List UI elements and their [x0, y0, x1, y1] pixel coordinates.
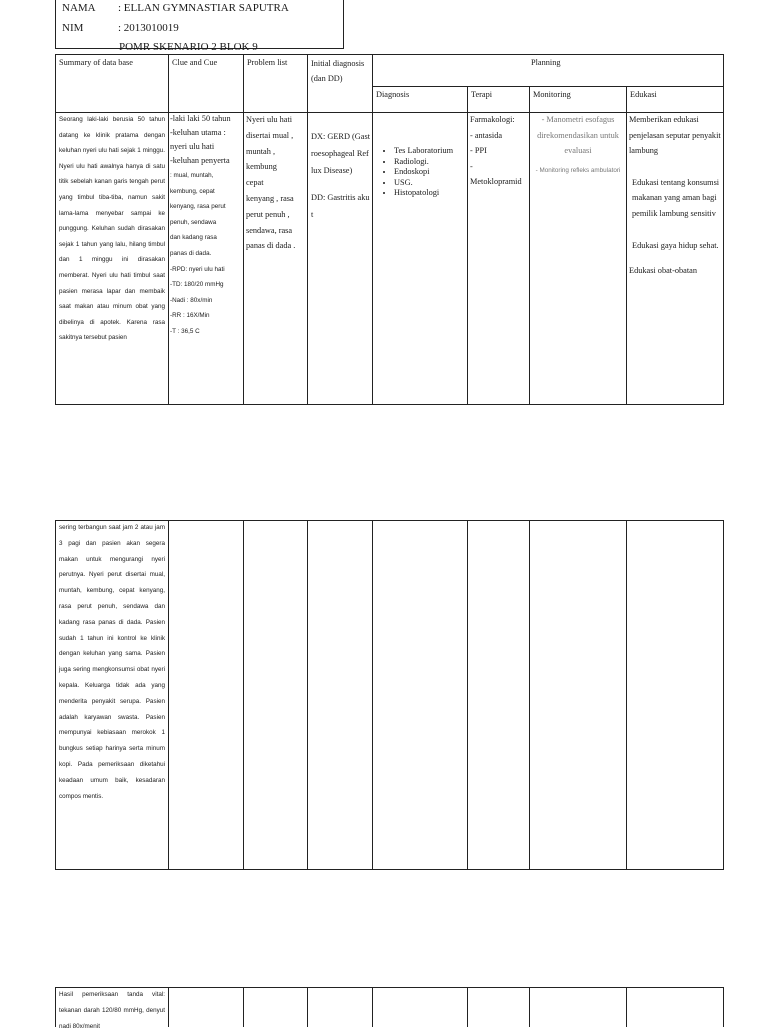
summary-cell-continued: sering terbangun saat jam 2 atau jam 3 pagi dan pasien akan segera makan untuk mengurangi nyeri perutnya. Nyeri perut disertai mual, muntah, kembung, cepat kenyang, rasa perut penuh, sendawa dan kadang rasa panas di dada. Pasien sudah 1 tahun ini kontrol ke klinik dengan keluhan yang sama. Pasien juga sering mengkonsumsi obat nyeri kepala. Keluarga tidak ada yang menderita penyakit serupa. Pasien adalah karyawan swasta. Pasien mempunyai kebiasaan merokok 1 bungkus setiap harinya serta minum kopi. Pada pemeriksaan diketahui keadaan umum baik, kesadaran compos mentis.	[59, 524, 165, 800]
nim-row	[62, 22, 179, 34]
summary-cell-continued-2: Hasil pemeriksaan tanda vital: tekanan darah 120/80 mmHg, denyut nadi 80x/menit	[59, 991, 165, 1030]
clue-line: -keluhan utama :	[170, 128, 226, 137]
problem-line: muntah ,	[246, 146, 276, 156]
clue-line: : mual, muntah,	[170, 172, 214, 179]
diagnosis-item: • Tes Laboratorium	[394, 146, 466, 157]
clue-line: kenyang, rasa perut	[170, 203, 226, 211]
col-header-summary: Summary of data base	[59, 58, 133, 67]
clue-line: nyeri ulu hati	[170, 142, 215, 151]
terapi-line: Metoklopramid	[470, 177, 522, 186]
problem-line: sendawa, rasa	[246, 225, 293, 235]
problem-line: perut penuh ,	[246, 209, 290, 219]
clue-line: -T : 36,5 C	[170, 327, 200, 335]
problem-line: Nyeri ulu hati	[246, 115, 293, 124]
terapi-cell	[470, 112, 528, 190]
problem-cell	[246, 112, 306, 254]
diagnosis-item: • Endoskopi	[394, 167, 466, 178]
col-header-initial: Initial diagnosis (dan DD)	[311, 59, 365, 83]
edukasi-item: Memberikan edukasi penjelasan seputar penyakit lambung	[629, 115, 721, 156]
initial-dd: DD: Gastritis akut	[311, 193, 370, 219]
edukasi-cell	[629, 112, 723, 279]
problem-line: kembung	[246, 162, 277, 172]
col-header-edukasi: Edukasi	[630, 90, 657, 99]
diagnosis-item: • Histopatologi	[394, 188, 466, 199]
initial-diagnosis-cell	[311, 128, 371, 223]
terapi-line: Farmakologi:	[470, 115, 515, 124]
terapi-line: - PPI	[470, 146, 487, 155]
clue-line: -TD: 180/20 mmHg	[170, 281, 224, 289]
col-header-terapi: Terapi	[471, 90, 493, 99]
problem-line: kenyang , rasa	[246, 193, 294, 203]
monitoring-item: - Monitoring refleks ambulatori	[535, 166, 621, 174]
clue-line: kembung, cepat	[170, 187, 215, 195]
clue-line: -RR : 16X/Min	[170, 312, 210, 320]
clue-line: -Nadi : 80x/min	[170, 296, 213, 304]
edukasi-item: Edukasi gaya hidup sehat.	[632, 240, 719, 250]
document-title: POMR SKENARIO 2 BLOK 9	[119, 41, 258, 53]
problem-line: cepat	[246, 178, 264, 188]
col-header-diagnosis: Diagnosis	[376, 90, 410, 99]
summary-cell: Seorang laki-laki berusia 50 tahun datang ke klinik pratama dengan keluhan nyeri ulu hati sejak 1 minggu. Nyeri ulu hati awalnya hanya di satu titik sebelah kanan garis tengah perut yang timbul tiba-tiba, namun sakit lama-lama menyebar sampai ke punggung. Keluhan sudah dirasakan sejak 1 tahun yang lalu, hilang timbul dan 1 minggu ini dirasakan memberat. Nyeri ulu hati timbul saat pasien merasa lapar dan membaik saat makan atau minum obat yang dibelinya di apotek. Karena rasa sakitnya tersebut pasien	[59, 116, 165, 342]
nim-label: NIM	[62, 22, 84, 34]
name-label: NAMA	[62, 2, 96, 14]
clue-line: penuh, sendawa	[170, 218, 217, 226]
diagnosis-cell	[376, 146, 466, 199]
col-header-problem: Problem list	[247, 58, 288, 67]
name-row	[62, 2, 289, 14]
identity-box	[55, 0, 344, 53]
monitoring-cell	[535, 112, 621, 176]
nim-value: : 2013010019	[118, 22, 179, 34]
clue-line: -keluhan penyerta	[170, 156, 230, 165]
initial-dx: DX: GERD (Gastroesophageal Reflux Disease)	[311, 132, 370, 175]
terapi-line: - antasida	[470, 130, 503, 140]
clue-cell	[170, 112, 244, 340]
monitoring-item: - Manometri esofagus direkomendasikan untuk evaluasi	[537, 115, 619, 155]
diagnosis-item: • Radiologi.	[394, 157, 466, 168]
col-header-clue: Clue and Cue	[172, 58, 218, 67]
problem-line: panas di dada .	[246, 241, 296, 251]
col-header-planning: Planning	[531, 58, 561, 67]
clue-line: -laki laki 50 tahun	[170, 114, 231, 123]
clue-line: dan kadang rasa	[170, 234, 217, 242]
clue-line: panas di dada.	[170, 249, 212, 257]
name-value: : ELLAN GYMNASTIAR SAPUTRA	[118, 2, 289, 14]
edukasi-item: Edukasi tentang konsumsi makanan yang aman bagi pemilik lambung sensitiv	[632, 177, 720, 218]
clue-line: -RPD: nyeri ulu hati	[170, 265, 225, 273]
edukasi-item: Edukasi obat-obatan	[629, 266, 697, 276]
col-header-monitoring: Monitoring	[533, 90, 571, 99]
problem-line: disertai mual ,	[246, 130, 294, 140]
diagnosis-item: • USG.	[394, 178, 466, 189]
terapi-line: -	[470, 161, 473, 171]
